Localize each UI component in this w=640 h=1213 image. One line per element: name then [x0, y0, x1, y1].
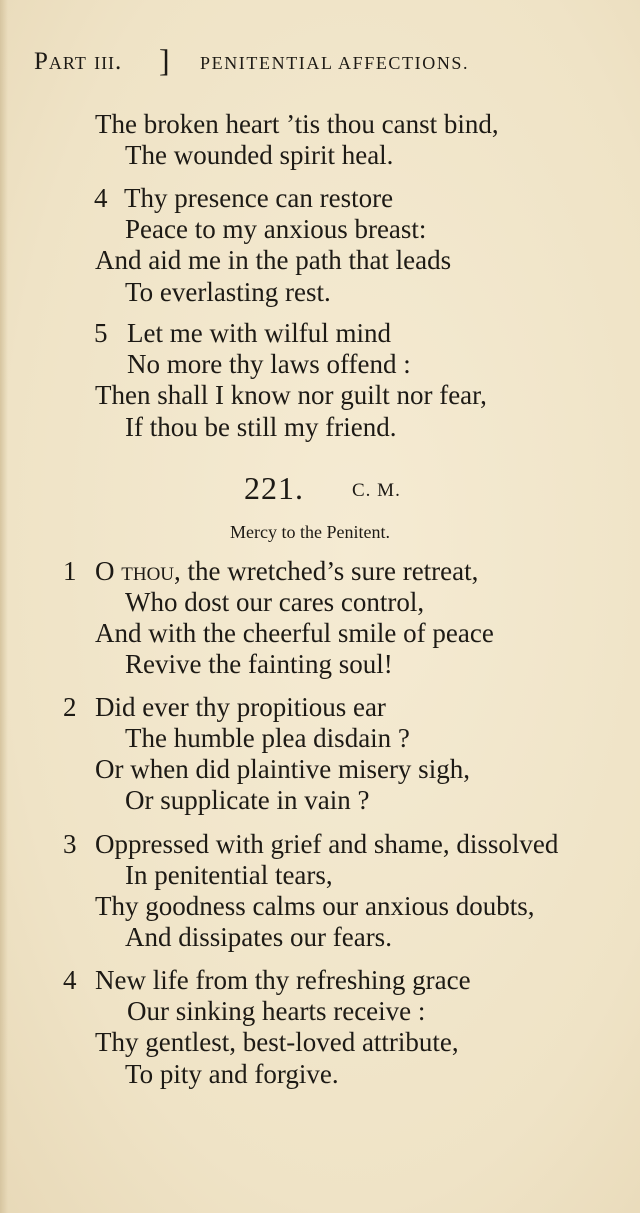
running-head	[34, 44, 624, 80]
verse-line	[95, 556, 478, 587]
verse-line: To pity and forgive.	[125, 1059, 339, 1089]
hymn-meter: C. M.	[352, 480, 401, 501]
running-head-part: Part iii.	[34, 48, 123, 75]
verse-line: The wounded spirit heal.	[125, 140, 394, 170]
stanza-number: 4	[63, 965, 77, 995]
verse-line: Or supplicate in vain ?	[125, 785, 370, 815]
first-line-rest: , the wretched’s sure retreat,	[174, 556, 479, 586]
verse-line: Oppressed with grief and shame, dissolved	[95, 829, 559, 859]
verse-line: Who dost our cares control,	[125, 587, 425, 617]
stanza-number: 1	[63, 556, 77, 586]
verse-line: And aid me in the path that leads	[95, 245, 452, 275]
verse-line: Did ever thy propitious ear	[95, 692, 386, 722]
verse-line: Let me with wilful mind	[127, 318, 391, 348]
stanza-number: 4	[94, 183, 108, 213]
verse-line: The broken heart ’tis thou canst bind,	[95, 109, 499, 139]
stanza-number: 2	[63, 692, 77, 722]
verse-line: Peace to my anxious breast:	[125, 214, 427, 244]
running-head-title: PENITENTIAL AFFECTIONS.	[200, 53, 470, 73]
verse-line: Or when did plaintive misery sigh,	[95, 754, 470, 784]
verse-line: No more thy laws offend :	[127, 349, 411, 379]
verse-line: Then shall I know nor guilt nor fear,	[95, 380, 487, 410]
hymn-title: Mercy to the Penitent.	[230, 522, 390, 542]
stanza-number: 5	[94, 318, 108, 348]
verse-line: The humble plea disdain ?	[125, 723, 410, 753]
verse-line: To everlasting rest.	[125, 277, 331, 307]
verse-line: Thy gentlest, best-loved attribute,	[95, 1027, 459, 1057]
verse-line: Revive the fainting soul!	[125, 649, 393, 679]
verse-line: Thy goodness calms our anxious doubts,	[95, 891, 535, 921]
page-gutter-shadow	[0, 0, 8, 1213]
verse-line: If thou be still my friend.	[125, 412, 397, 442]
verse-line: Thy presence can restore	[124, 183, 394, 213]
verse-line: And dissipates our fears.	[125, 922, 392, 952]
verse-line: In penitential tears,	[125, 860, 333, 890]
first-words: O thou	[95, 556, 175, 586]
verse-line: Our sinking hearts receive :	[127, 996, 426, 1026]
hymn-number: 221.	[244, 470, 304, 506]
running-head-bracket: ]	[159, 42, 171, 78]
verse-line: And with the cheerful smile of peace	[95, 618, 494, 648]
stanza-number: 3	[63, 829, 77, 859]
verse-line: New life from thy refreshing grace	[95, 965, 471, 995]
